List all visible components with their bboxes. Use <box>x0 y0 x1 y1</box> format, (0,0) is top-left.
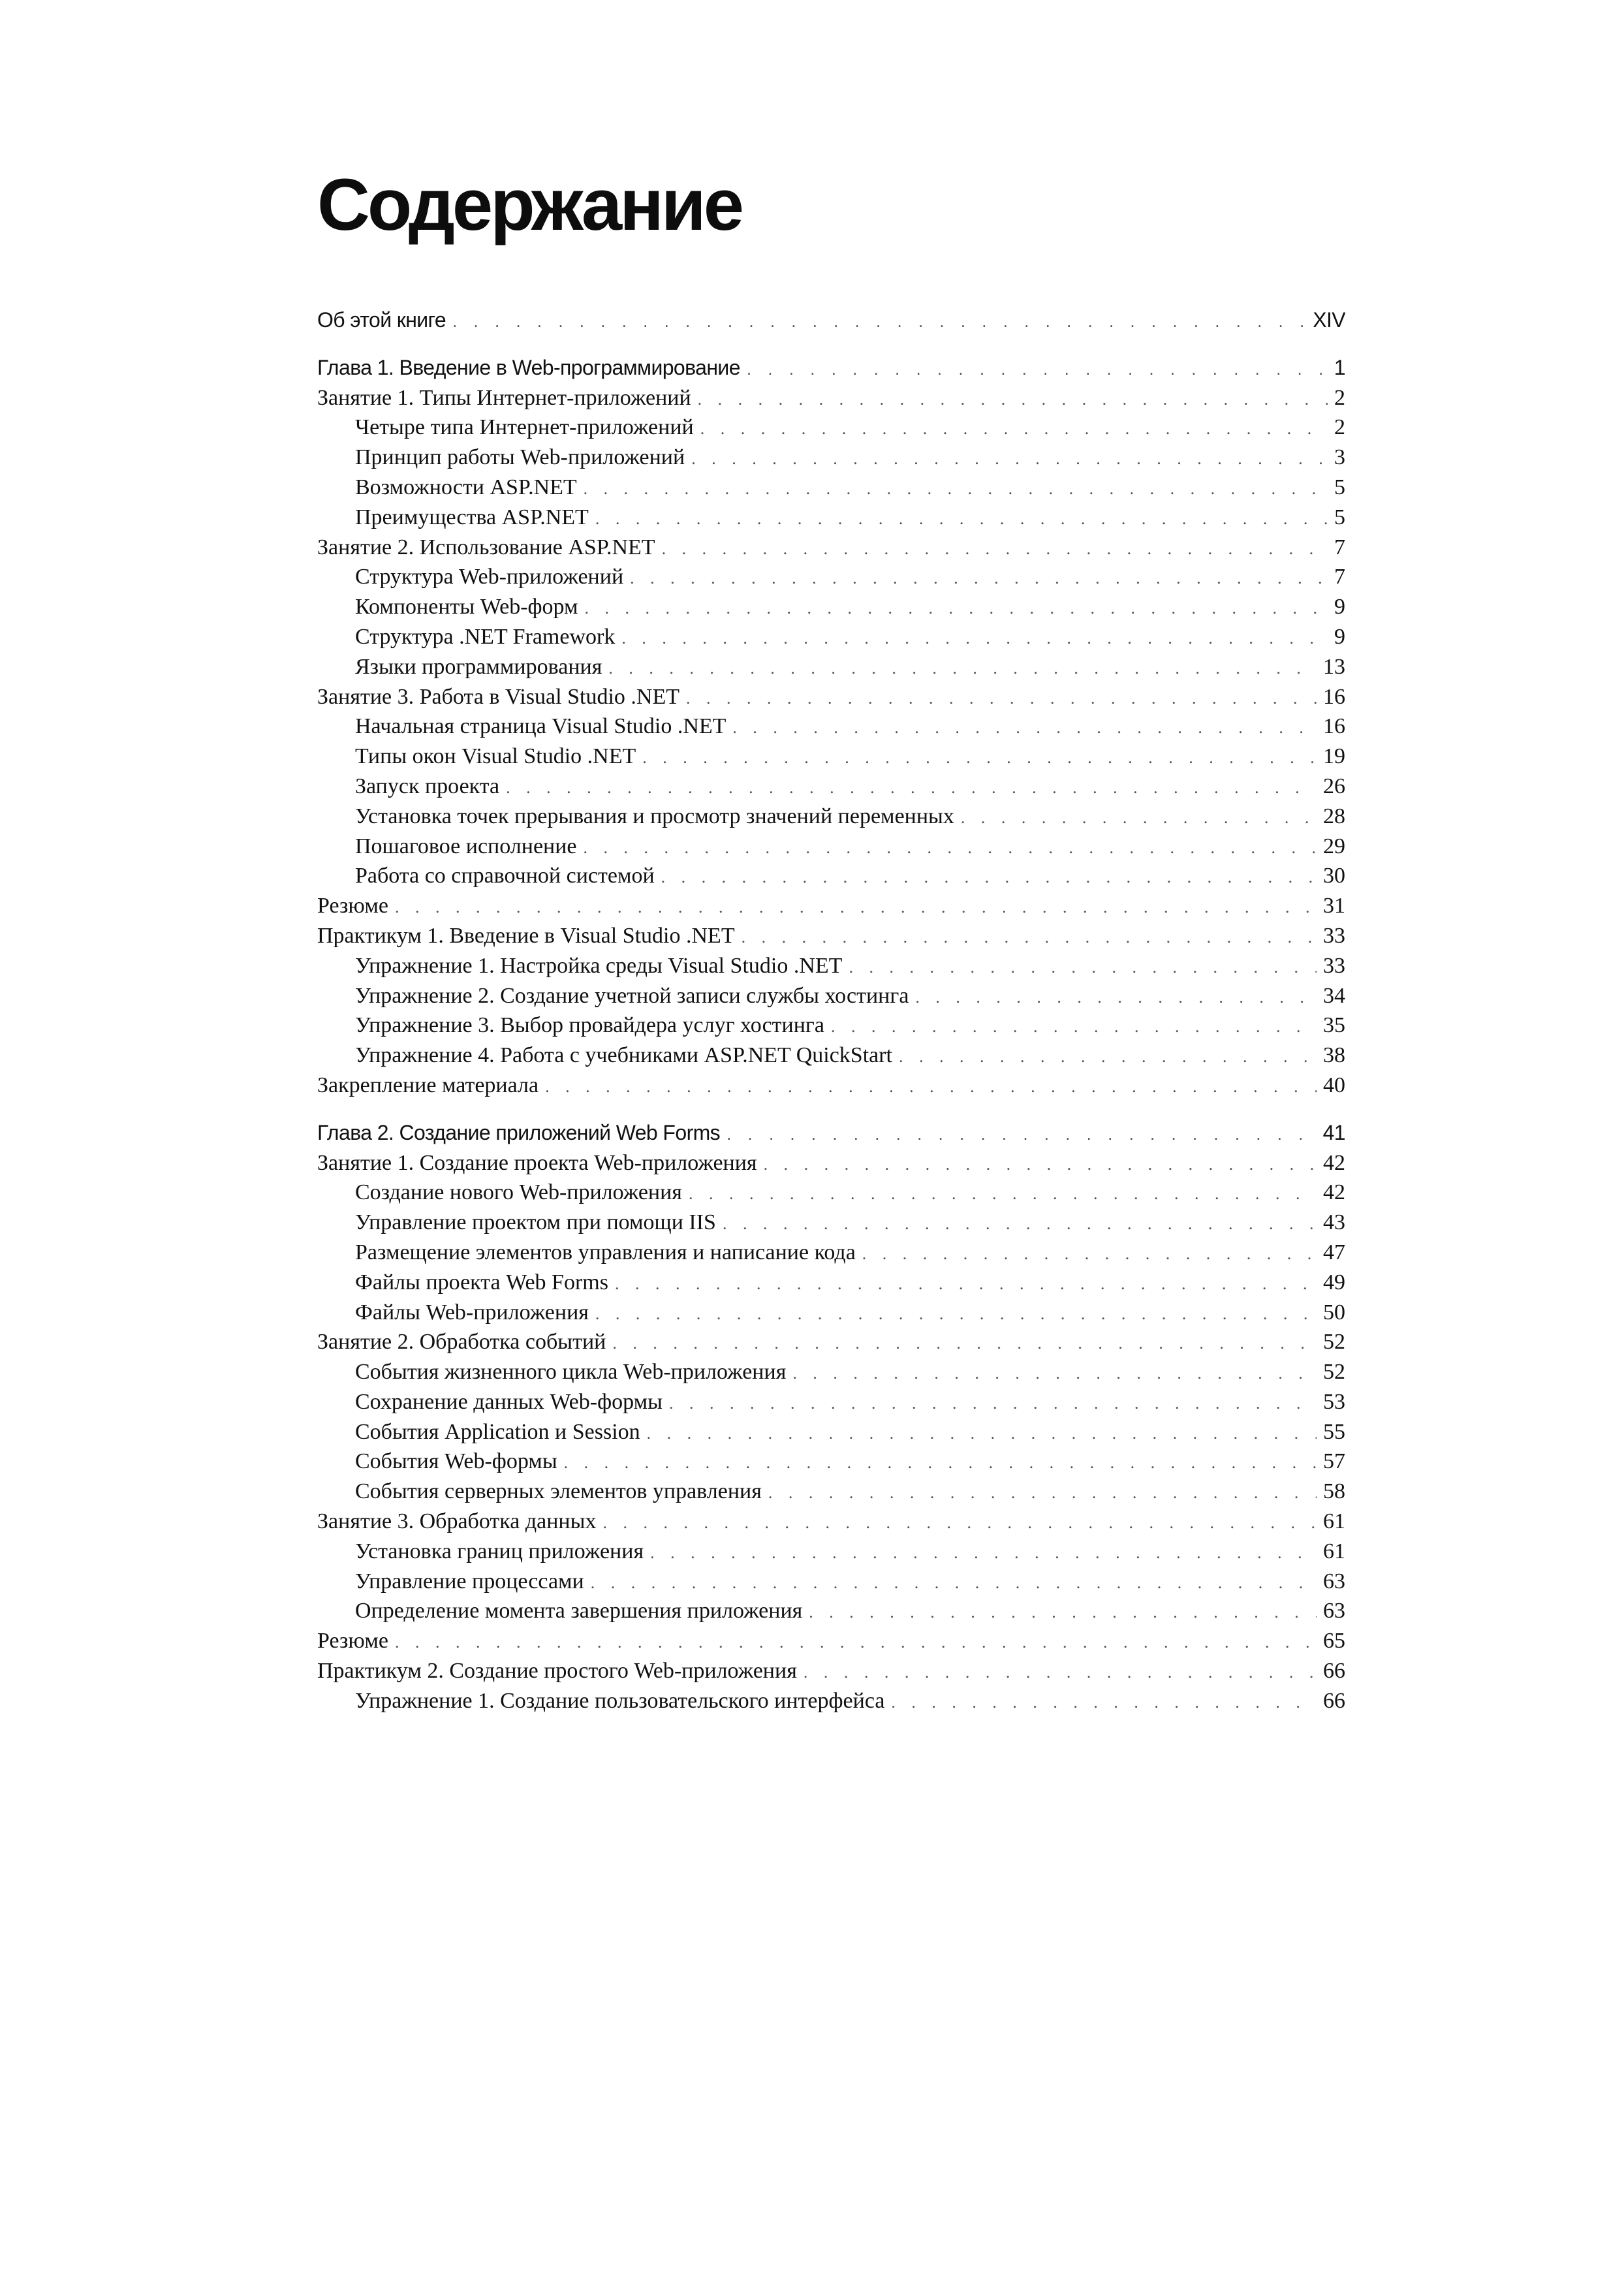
dot-leader <box>849 952 1317 981</box>
toc-entry[interactable] <box>317 1118 1345 1148</box>
dot-leader <box>698 384 1328 413</box>
toc-entry-title: Занятие 3. Обработка данных <box>317 1509 597 1534</box>
toc-page-number: 9 <box>1334 624 1345 649</box>
toc-entry[interactable] <box>317 1327 1345 1357</box>
toc-page-number: 26 <box>1323 774 1345 798</box>
toc-entry-title: Начальная страница Visual Studio .NET <box>355 714 726 739</box>
toc-page-number: 3 <box>1334 445 1345 470</box>
toc-entry-title: Глава 2. Создание приложений Web Forms <box>317 1120 721 1144</box>
toc-page-number: 31 <box>1323 894 1345 918</box>
toc-entry-title: Типы окон Visual Studio .NET <box>355 744 636 769</box>
toc-page-number: 38 <box>1323 1043 1345 1068</box>
toc-entry[interactable] <box>317 1011 1345 1041</box>
toc-page-number: 33 <box>1323 953 1345 978</box>
toc-page-number: 16 <box>1323 714 1345 739</box>
toc-page-number: 5 <box>1334 475 1345 499</box>
dot-leader <box>608 653 1317 682</box>
toc-entry-title: Занятие 2. Использование ASP.NET <box>317 535 655 559</box>
dot-leader <box>395 1627 1317 1656</box>
toc-entry-title: Преимущества ASP.NET <box>355 505 589 529</box>
toc-entry[interactable] <box>317 1071 1345 1101</box>
toc-entry-title: Языки программирования <box>355 654 602 679</box>
toc-entry[interactable] <box>317 383 1345 413</box>
dot-leader <box>661 862 1317 891</box>
toc-entry-title: Структура Web-приложений <box>355 565 624 589</box>
toc-entry[interactable] <box>317 1567 1345 1597</box>
dot-leader <box>615 1269 1317 1298</box>
toc-entry[interactable] <box>317 1507 1345 1537</box>
toc-page-number: 47 <box>1323 1240 1345 1264</box>
dot-leader <box>612 1328 1317 1357</box>
toc-page-number: 5 <box>1334 505 1345 529</box>
toc-entry-title: Структура .NET Framework <box>355 624 616 649</box>
toc-entry[interactable] <box>317 1148 1345 1178</box>
toc-entry-title: Закрепление материала <box>317 1073 539 1097</box>
toc-entry[interactable] <box>317 1626 1345 1656</box>
toc-page-number: 49 <box>1323 1270 1345 1294</box>
toc-entry[interactable] <box>317 533 1345 563</box>
toc-entry[interactable] <box>317 712 1345 742</box>
toc-entry[interactable] <box>317 1208 1345 1238</box>
dot-leader <box>700 414 1328 443</box>
toc-entry-title: Практикум 2. Создание простого Web-приложения <box>317 1659 797 1684</box>
toc-page-number: 35 <box>1323 1013 1345 1038</box>
toc-entry-title: Резюме <box>317 894 388 918</box>
toc-entry-title: Принцип работы Web-приложений <box>355 445 685 470</box>
dot-leader <box>506 773 1317 802</box>
toc-entry[interactable] <box>317 832 1345 862</box>
toc-page-number: 2 <box>1334 385 1345 410</box>
toc-entry[interactable] <box>317 802 1345 832</box>
toc-entry[interactable] <box>317 1357 1345 1387</box>
dot-leader <box>831 1012 1317 1041</box>
toc-page-number: 1 <box>1334 355 1345 379</box>
toc-page-number: 19 <box>1323 744 1345 769</box>
dot-leader <box>742 922 1317 951</box>
toc-page-number: 29 <box>1323 834 1345 858</box>
toc-page-number: 30 <box>1323 864 1345 888</box>
toc-entry-title: Об этой книге <box>317 308 446 332</box>
toc-entry[interactable] <box>317 1656 1345 1686</box>
toc-entry[interactable] <box>317 306 1345 336</box>
dot-leader <box>591 1568 1317 1597</box>
dot-leader <box>647 1419 1317 1447</box>
toc-page-number: 33 <box>1323 923 1345 948</box>
toc-page-number: 55 <box>1323 1419 1345 1444</box>
dot-leader <box>585 593 1328 622</box>
toc-page-number: 7 <box>1334 535 1345 559</box>
toc-entry[interactable] <box>317 951 1345 981</box>
dot-leader <box>961 803 1317 832</box>
toc-page-number: 58 <box>1323 1479 1345 1504</box>
toc-entry-title: Занятие 3. Работа в Visual Studio .NET <box>317 684 679 709</box>
toc-entry[interactable] <box>317 413 1345 443</box>
toc-entry[interactable] <box>317 1238 1345 1268</box>
toc-entry-title: Упражнение 4. Работа с учебниками ASP.NET QuickStart <box>355 1043 893 1068</box>
toc-entry-title: Файлы проекта Web Forms <box>355 1270 608 1294</box>
toc-entry[interactable] <box>317 891 1345 921</box>
toc-entry-title: События Web-формы <box>355 1449 557 1474</box>
toc-entry[interactable] <box>317 353 1345 383</box>
toc-entry[interactable] <box>317 1477 1345 1507</box>
toc-entry[interactable] <box>317 1041 1345 1071</box>
dot-leader <box>662 534 1328 563</box>
toc-entry-title: Работа со справочной системой <box>355 864 655 888</box>
toc-entry-title: Создание нового Web-приложения <box>355 1180 682 1205</box>
toc-entry[interactable] <box>317 742 1345 772</box>
toc-page-number: 66 <box>1323 1688 1345 1713</box>
dot-leader <box>584 474 1328 503</box>
toc-entry-title: Компоненты Web-форм <box>355 595 578 620</box>
toc-entry-title: События жизненного цикла Web-приложения <box>355 1360 787 1385</box>
toc-entry[interactable] <box>317 682 1345 712</box>
toc-entry[interactable] <box>317 503 1345 533</box>
toc-page-number: XIV <box>1313 308 1345 332</box>
toc-entry-title: Упражнение 3. Выбор провайдера услуг хостинга <box>355 1013 824 1038</box>
toc-page-number: 61 <box>1323 1539 1345 1563</box>
toc-page-number: 13 <box>1323 654 1345 679</box>
toc-page-number: 28 <box>1323 804 1345 828</box>
dot-leader <box>891 1687 1317 1716</box>
toc-entry[interactable] <box>317 772 1345 802</box>
toc-entry-title: Определение момента завершения приложения <box>355 1599 803 1623</box>
toc-entry-title: События серверных элементов управления <box>355 1479 762 1504</box>
dot-leader <box>862 1239 1317 1268</box>
toc-page-number: 43 <box>1323 1210 1345 1235</box>
dot-leader <box>395 892 1317 921</box>
dot-leader <box>915 982 1317 1011</box>
toc-entry[interactable] <box>317 1596 1345 1626</box>
toc-entry-title: Четыре типа Интернет-приложений <box>355 415 694 440</box>
toc-entry-title: Упражнение 1. Создание пользовательского интерфейса <box>355 1688 885 1713</box>
toc-entry-title: Управление процессами <box>355 1569 584 1593</box>
toc-entry-title: Размещение элементов управления и написание кода <box>355 1240 856 1264</box>
toc-page-number: 63 <box>1323 1599 1345 1623</box>
toc-entry-title: Практикум 1. Введение в Visual Studio .NET <box>317 923 735 948</box>
toc-entry[interactable] <box>317 443 1345 473</box>
toc-entry-title: Упражнение 1. Настройка среды Visual Studio .NET <box>355 953 843 978</box>
toc-page-number: 34 <box>1323 983 1345 1008</box>
toc-page-number: 63 <box>1323 1569 1345 1593</box>
toc-entry-title: Установка границ приложения <box>355 1539 644 1563</box>
toc-entry-title: Резюме <box>317 1629 388 1654</box>
page-title: Содержание <box>317 164 742 245</box>
dot-leader <box>723 1209 1317 1238</box>
toc-entry[interactable] <box>317 1268 1345 1298</box>
toc-entry-title: Занятие 2. Обработка событий <box>317 1330 606 1355</box>
toc-page-number: 2 <box>1334 415 1345 440</box>
toc-entry-title: Возможности ASP.NET <box>355 475 577 499</box>
dot-leader <box>584 833 1317 862</box>
toc-entry[interactable] <box>317 562 1345 592</box>
toc-page-number: 57 <box>1323 1449 1345 1474</box>
dot-leader <box>726 1120 1317 1148</box>
toc-page-number: 40 <box>1323 1073 1345 1097</box>
toc-entry-title: Сохранение данных Web-формы <box>355 1389 663 1414</box>
dot-leader <box>669 1388 1317 1417</box>
dot-leader <box>768 1478 1317 1507</box>
toc-entry[interactable] <box>317 652 1345 682</box>
toc-page-number: 50 <box>1323 1300 1345 1325</box>
dot-leader <box>630 563 1328 592</box>
dot-leader <box>452 307 1306 336</box>
dot-leader <box>595 1299 1317 1328</box>
toc-entry[interactable] <box>317 861 1345 891</box>
toc-entry[interactable] <box>317 921 1345 951</box>
dot-leader <box>642 743 1317 772</box>
toc-entry-title: Занятие 1. Создание проекта Web-приложения <box>317 1150 757 1175</box>
toc-entry-title: Пошаговое исполнение <box>355 834 577 858</box>
toc-page-number: 52 <box>1323 1330 1345 1355</box>
toc-page-number: 41 <box>1322 1120 1345 1144</box>
toc-entry-title: Управление проектом при помощи IIS <box>355 1210 716 1235</box>
dot-leader <box>650 1538 1317 1567</box>
toc-entry-title: Глава 1. Введение в Web-программирование <box>317 355 740 379</box>
toc-page-number: 61 <box>1323 1509 1345 1534</box>
toc-page-number: 42 <box>1323 1180 1345 1205</box>
dot-leader <box>792 1358 1317 1387</box>
dot-leader <box>564 1448 1317 1477</box>
toc-entry[interactable] <box>317 473 1345 503</box>
toc-entry[interactable] <box>317 1686 1345 1716</box>
dot-leader <box>686 683 1317 712</box>
toc-page-number: 7 <box>1334 565 1345 589</box>
toc-entry[interactable] <box>317 592 1345 622</box>
toc-page-number: 42 <box>1323 1150 1345 1175</box>
toc-entry-title: Установка точек прерывания и просмотр значений переменных <box>355 804 954 828</box>
dot-leader <box>602 1508 1317 1537</box>
dot-leader <box>545 1072 1317 1101</box>
dot-leader <box>732 713 1317 742</box>
dot-leader <box>764 1150 1317 1178</box>
toc-entry[interactable] <box>317 1417 1345 1447</box>
toc-page-number: 9 <box>1334 595 1345 620</box>
dot-leader <box>691 444 1328 473</box>
toc-entry[interactable] <box>317 1178 1345 1208</box>
dot-leader <box>804 1657 1317 1686</box>
toc-entry[interactable] <box>317 1298 1345 1328</box>
toc-page-number: 65 <box>1323 1629 1345 1654</box>
toc-entry[interactable] <box>317 1387 1345 1417</box>
toc-entry[interactable] <box>317 1537 1345 1567</box>
dot-leader <box>595 504 1328 533</box>
toc-page-number: 52 <box>1323 1360 1345 1385</box>
dot-leader <box>899 1042 1317 1071</box>
table-of-contents <box>317 306 1345 1716</box>
dot-leader <box>809 1597 1317 1626</box>
toc-entry-title: Запуск проекта <box>355 774 500 798</box>
dot-leader <box>689 1179 1317 1208</box>
toc-entry[interactable] <box>317 981 1345 1011</box>
toc-entry-title: События Application и Session <box>355 1419 640 1444</box>
toc-entry-title: Упражнение 2. Создание учетной записи службы хостинга <box>355 983 909 1008</box>
toc-entry-title: Занятие 1. Типы Интернет-приложений <box>317 385 691 410</box>
toc-entry-title: Файлы Web-приложения <box>355 1300 589 1325</box>
toc-page-number: 66 <box>1323 1659 1345 1684</box>
toc-page-number: 53 <box>1323 1389 1345 1414</box>
dot-leader <box>747 354 1328 383</box>
toc-entry[interactable] <box>317 622 1345 652</box>
toc-page-number: 16 <box>1323 684 1345 709</box>
toc-entry[interactable] <box>317 1447 1345 1477</box>
dot-leader <box>621 623 1328 652</box>
